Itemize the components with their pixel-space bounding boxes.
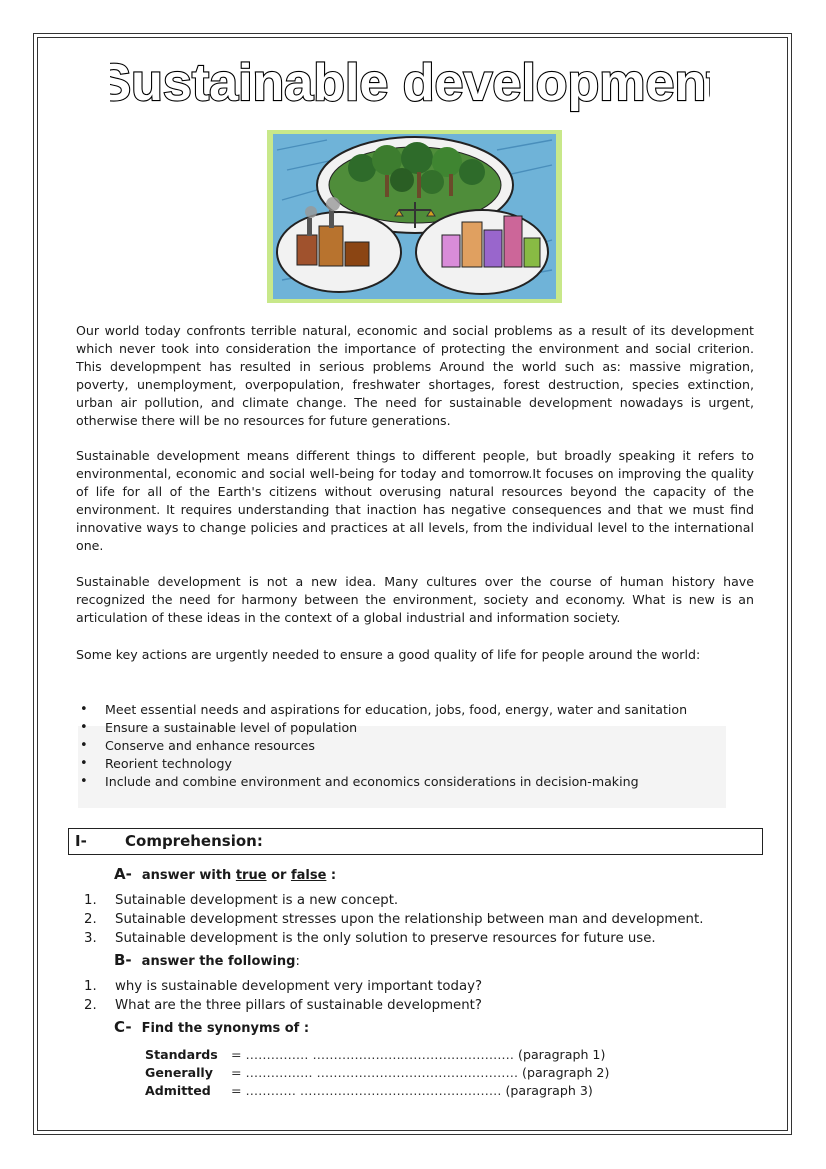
list-item: 3. Sutainable development is the only solution to preserve resources for future use.: [84, 931, 656, 946]
part-a-heading: A- answer with true or false :: [114, 865, 337, 883]
paragraph-3: Sustainable development is not a new idea. Many cultures over the course of human history have recognized the need for harmony between the environment, society and economy. What is new is an articulation of these ideas in the context of a global industrial and information society.: [76, 574, 754, 625]
paragraph-1: Our world today confronts terrible natural, economic and social problems as a result of its development which never took into consideration the importance of protecting the environment and social criterion. This developmpent has resulted in serious problems Around the world such as: massive migration, poverty, unemployment, overpopulation, freshwater shortages, forest destruction, species extinction, urban air pollution, and climate change. The need for sustainable development nowadays is urgent, otherwise there will be no resources for future generations.: [76, 323, 754, 428]
section-label: Comprehension:: [125, 832, 263, 850]
list-item: • Include and combine environment and economics considerations in decision-making: [76, 773, 726, 791]
list-item: 1. why is sustainable development very important today?: [84, 979, 483, 994]
synonym-row: Generally = ……………. ………………………………………… (paragraph 2): [145, 1065, 610, 1080]
list-item: • Conserve and enhance resources: [76, 737, 726, 755]
list-item: • Ensure a sustainable level of population: [76, 719, 726, 737]
title-text: Sustainable development: [110, 54, 710, 112]
synonym-row: Standards = …………… ………………………………………… (paragraph 1): [145, 1047, 606, 1062]
list-item: 2. Sutainable development stresses upon the relationship between man and development.: [84, 912, 704, 927]
part-b-heading: B- answer the following:: [114, 951, 300, 969]
list-item: • Meet essential needs and aspirations for education, jobs, food, energy, water and sanitation: [76, 701, 726, 719]
part-a-questions: [84, 891, 764, 948]
list-item: • Reorient technology: [76, 755, 726, 773]
paragraph-2: Sustainable development means different things to different people, but broadly speaking it refers to environmental, economic and social well-being for today and tomorrow.It focuses on improving the quality of life for all of the Earth's citizens without overusing natural resources beyond the capacity of the environment. It requires understanding that inaction has negative consequences and that we must find innovative ways to change policies and practices at all levels, from the individual level to the international one.: [76, 448, 754, 553]
key-actions-list: [76, 701, 726, 791]
part-c-heading: C- Find the synonyms of :: [114, 1018, 310, 1036]
list-item: 1. Sutainable development is a new concept.: [84, 893, 399, 908]
sustainability-illustration: [267, 130, 562, 303]
part-b-questions: [84, 977, 764, 1015]
worksheet-title: [110, 48, 710, 118]
section-number: I-: [75, 832, 87, 850]
synonym-row: Admitted = ………… ………………………………………… (paragraph 3): [145, 1083, 593, 1098]
paragraph-4: Some key actions are urgently needed to ensure a good quality of life for people around the world:: [76, 647, 701, 662]
list-item: 2. What are the three pillars of sustainable development?: [84, 998, 482, 1013]
section-heading: [68, 828, 763, 855]
